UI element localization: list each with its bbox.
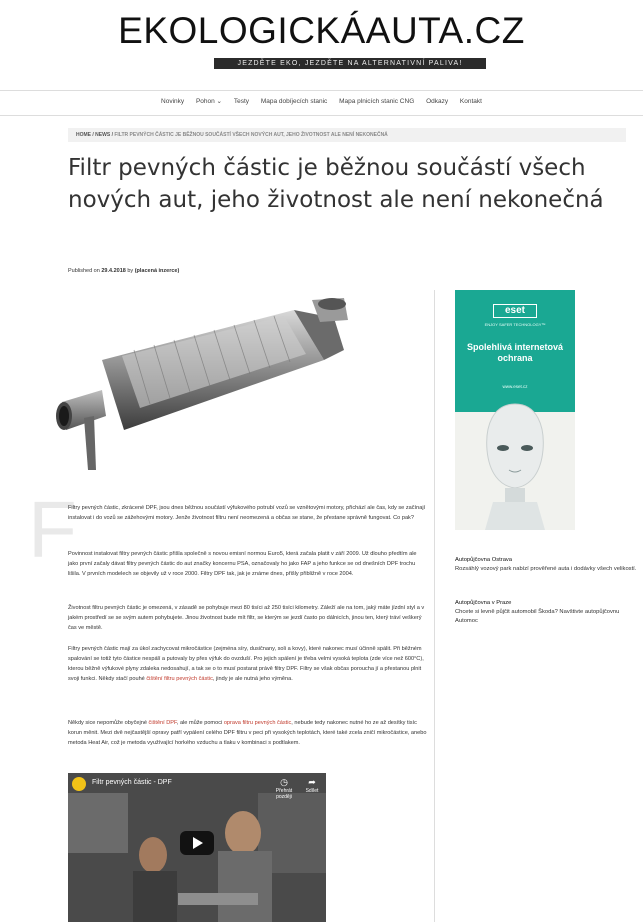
article-paragraph-4 bbox=[68, 644, 428, 684]
breadcrumb bbox=[68, 128, 626, 142]
article-dropcap: F bbox=[28, 485, 77, 574]
article-paragraph-3: Životnost filtru pevných částic je omezená, v zásadě se pohybuje mezi 80 tisíci až 250 tisíci kilometry. Záleží ale na tom, jaký máte jízdní styl a v jakém prostředí se se svým autem pohybujete. Jinou životnost bude mít filtr, se kterým se jezdí často po dálnicích, jinou ten, který tráví veškerý čas ve městě. bbox=[68, 605, 425, 631]
video-player[interactable] bbox=[68, 773, 326, 922]
link-cisteni-filtru[interactable]: čištění filtru pevných částic bbox=[146, 676, 213, 682]
paragraph-5-text-b: , ale může pomoci bbox=[176, 720, 223, 726]
nav-item-mapa-dobijecich[interactable]: Mapa dobíjecích stanic bbox=[260, 98, 328, 105]
byline-date: 29.4.2018 bbox=[101, 268, 126, 274]
paragraph-4-text-b: , jindy je ale nutná jeho výměna. bbox=[212, 676, 293, 682]
breadcrumb-separator: / bbox=[111, 132, 113, 138]
link-oprava-filtru[interactable]: oprava filtru pevných částic bbox=[223, 720, 292, 726]
dpf-filter-image bbox=[44, 290, 354, 475]
breadcrumb-home[interactable]: HOME bbox=[76, 132, 91, 138]
channel-logo[interactable] bbox=[72, 777, 86, 791]
nav-item-novinky[interactable]: Novinky bbox=[161, 98, 185, 105]
nav-item-kontakt[interactable]: Kontakt bbox=[459, 98, 482, 105]
paragraph-4-text-a: Filtry pevných částic mají za úkol zachycovat mikročástice (zejména síry, dusičnany, soli a kovy), které nakonec musí účinně spálit. Při běžném spalování se totiž tyto částice nespálí a putovaly by přes výfuk do ovzduší. Pro jejich spálení je třeba velmi vysoká teplota (zde více než 600°C), kterou běžně výfukové plyny zdaleka nedosahují, a tak se o to musí postarat právě filtry DPF. Filtry se však občas poroucha jí a přestanou plnit svoji funkci. Někdy stačí pouhé bbox=[68, 646, 424, 682]
nav-divider-bottom bbox=[0, 115, 643, 116]
article-byline bbox=[68, 268, 179, 274]
sidebar-link-praha[interactable]: Autopůjčovna v Praze bbox=[455, 600, 512, 606]
sidebar-block-ostrava bbox=[455, 556, 640, 574]
nav-item-odkazy[interactable]: Odkazy bbox=[426, 98, 449, 105]
eset-ad-banner[interactable] bbox=[455, 290, 575, 530]
share-icon: ➦ bbox=[308, 777, 316, 787]
link-cisteni-dpf[interactable]: čištění DPF bbox=[148, 720, 177, 726]
ad-tagline: ENJOY SAFER TECHNOLOGY™ bbox=[484, 322, 546, 327]
sidebar-text-ostrava: Rozsáhlý vozový park nabízí prověřené auta i dodávky všech velikostí. bbox=[455, 566, 637, 572]
video-title[interactable]: Filtr pevných částic - DPF bbox=[92, 779, 172, 786]
article-paragraph-1: Filtry pevných částic, zkrácené DPF, jsou dnes běžnou součástí výfukového potrubí vozů se vznětovými motory, přichází ale čas, kdy se začínají instalovat i do vozů se zážehovými motory. Jenže životnost filtru není neomezená a občas se stane, že přestane správně fungovat. Co pak? bbox=[68, 505, 426, 521]
clock-icon: ◷ bbox=[280, 777, 288, 787]
article-paragraph-2: Povinnost instalovat filtry pevných částic přišla společně s novou emisní normou Euro5, která začala platit v září 2009. Už dlouho předtím ale jako první začaly dávat filtry pevných částic do aut značky koncernu PSA, označovaly ho jako FAP a jeho funkce se od dnešních DPF trochu lišila. V prvních modelech se objevily už v roce 2000. Filtry DPF tak, jak je známe dnes, přišly přibližně v roce 2004. bbox=[68, 551, 417, 577]
paragraph-5-text-c: , nebude tedy nakonec nutné ho ze až desítky tisíc korun měnit. Mezi dvě nejčastější opravy patří vypálení celého DPF filtru v peci při vysokých teplotách, které také zcela zničí mikročástice, anebo metoda Heat Air, což je metoda využívající horkého vzduchu a tlaku v kombinaci s podtlakem. bbox=[68, 720, 427, 746]
site-title[interactable]: EKOLOGICKÁAUTA.CZ bbox=[118, 10, 525, 51]
breadcrumb-news[interactable]: NEWS bbox=[95, 132, 111, 138]
breadcrumb-separator: / bbox=[92, 132, 94, 138]
article-title: Filtr pevných částic je běžnou součástí všech nových aut, jeho životnost ale není nekonečná bbox=[68, 155, 604, 213]
sidebar-block-praha bbox=[455, 599, 640, 626]
nav-item-mapa-cng[interactable]: Mapa plnicích stanic CNG bbox=[339, 98, 415, 105]
share-label: Sdílet bbox=[305, 788, 319, 794]
byline-author[interactable]: (placená inzerce) bbox=[134, 268, 180, 274]
paragraph-5-text-a: Někdy sice nepomůže obyčejné bbox=[68, 720, 147, 726]
byline-by: by bbox=[127, 268, 134, 274]
nav-divider-top bbox=[0, 90, 643, 91]
play-icon[interactable] bbox=[180, 831, 214, 855]
site-tagline: JEZDĚTE EKO, JEZDĚTE NA ALTERNATIVNÍ PALIVA! bbox=[214, 58, 486, 69]
ad-url: www.eset.cz bbox=[502, 384, 528, 389]
sidebar-link-ostrava[interactable]: Autopůjčovna Ostrava bbox=[455, 557, 513, 563]
breadcrumb-current: FILTR PEVNÝCH ČÁSTIC JE BĚŽNOU SOUČÁSTÍ VŠECH NOVÝCH AUT, JEHO ŽIVOTNOST ALE NENÍ NEKONEČNÁ bbox=[114, 132, 388, 138]
share-button[interactable] bbox=[300, 777, 324, 794]
sidebar-text-praha: Chcete si levně půjčit automobil Škoda? Navštivte autopůjčovnu Automoc bbox=[455, 609, 620, 624]
robot-face-image bbox=[479, 398, 551, 530]
byline-prefix: Published on bbox=[68, 268, 100, 274]
watch-later-label: Přehrát později bbox=[275, 788, 293, 800]
ad-headline: Spolehlivá internetová ochrana bbox=[466, 342, 564, 363]
nav-item-pohon[interactable]: Pohon ⌄ bbox=[195, 98, 223, 105]
main-nav bbox=[0, 97, 643, 105]
article-paragraph-5 bbox=[68, 718, 428, 748]
eset-logo: eset bbox=[493, 304, 537, 318]
nav-item-testy[interactable]: Testy bbox=[233, 98, 249, 105]
watch-later-button[interactable] bbox=[270, 777, 298, 800]
sidebar-divider bbox=[434, 290, 435, 922]
